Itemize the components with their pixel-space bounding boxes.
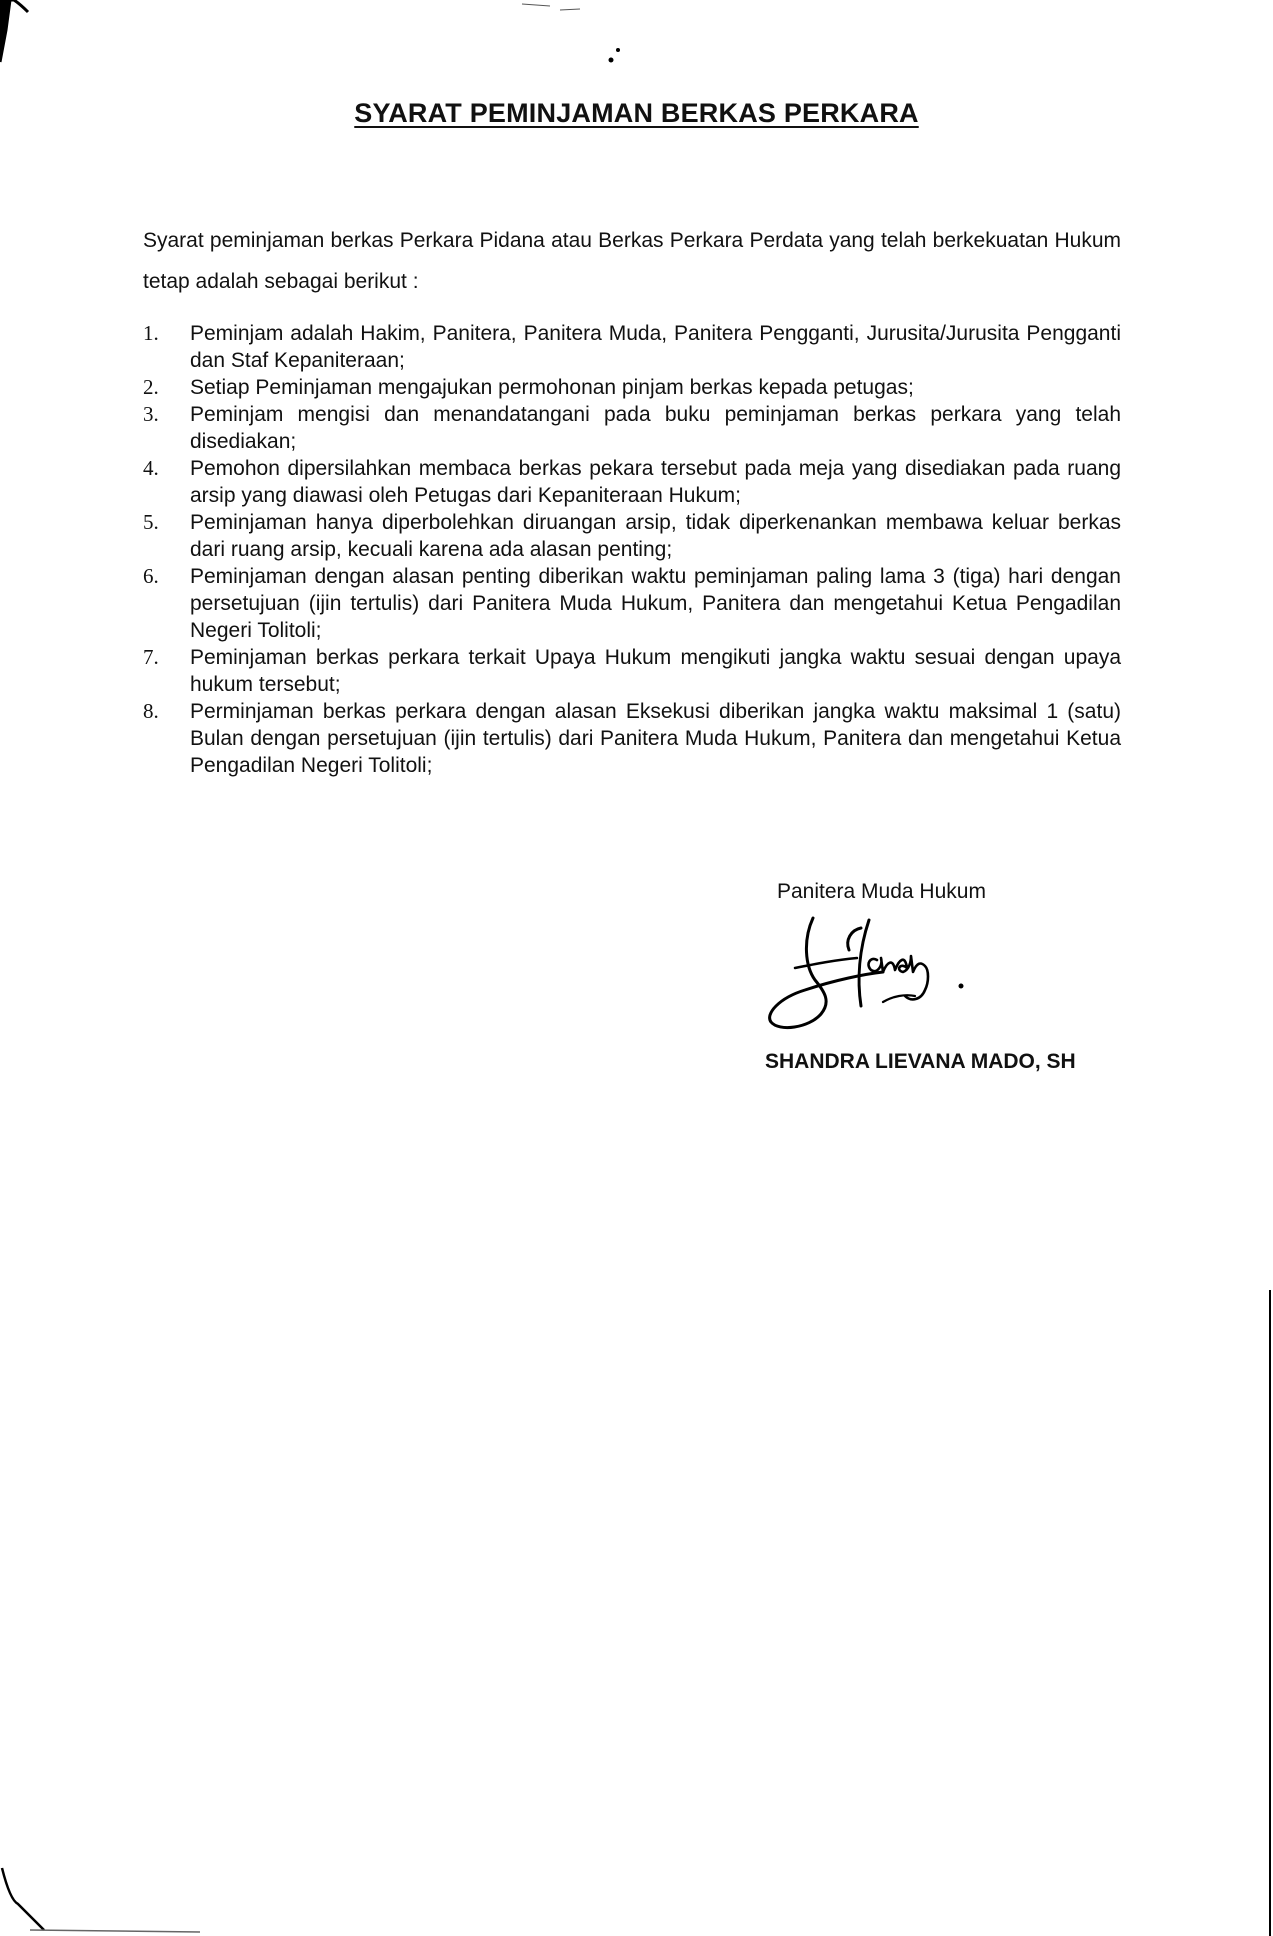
list-item (143, 509, 1121, 563)
list-item (143, 644, 1121, 698)
signatory-name: SHANDRA LIEVANA MADO, SH (765, 1050, 1076, 1073)
signatory-role: Panitera Muda Hukum (777, 880, 986, 903)
list-item (143, 698, 1121, 779)
list-item-number: 1. (143, 321, 159, 345)
scan-corner-mark-top-left (0, 0, 40, 70)
list-item-text: Peminjam mengisi dan menandatangani pada buku peminjaman berkas perkara yang telah disediakan; (190, 403, 1121, 453)
list-item-text: Peminjaman hanya diperbolehkan diruangan arsip, tidak diperkenankan membawa keluar berkas dari ruang arsip, kecuali karena ada alasan penting; (190, 511, 1121, 561)
list-item-text: Peminjaman berkas perkara terkait Upaya Hukum mengikuti jangka waktu sesuai dengan upaya hukum tersebut; (190, 646, 1121, 696)
scan-corner-mark-bottom-left (0, 1860, 200, 1936)
list-item (143, 320, 1121, 374)
scan-dots-top (605, 44, 625, 68)
list-item (143, 374, 1121, 401)
document-title: SYARAT PEMINJAMAN BERKAS PERKARA (354, 98, 919, 128)
list-item-number: 4. (143, 456, 159, 480)
list-item-number: 6. (143, 564, 159, 588)
list-item-number: 3. (143, 402, 159, 426)
list-item-text: Perminjaman berkas perkara dengan alasan Eksekusi diberikan jangka waktu maksimal 1 (satu) Bulan dengan persetujuan (ijin tertulis) dari Panitera Muda Hukum, Panitera dan mengetahui Ketua Pengadilan Negeri Tolitoli; (190, 700, 1121, 777)
list-item-number: 7. (143, 645, 159, 669)
requirements-list (143, 320, 1121, 779)
list-item (143, 455, 1121, 509)
list-item-number: 8. (143, 699, 159, 723)
scan-mark-top-center (520, 0, 600, 20)
handwritten-signature (765, 910, 1005, 1035)
list-item-text: Setiap Peminjaman mengajukan permohonan pinjam berkas kepada petugas; (190, 376, 914, 399)
list-item-number: 5. (143, 510, 159, 534)
scan-edge-line-right (1266, 1290, 1273, 1936)
list-item-text: Pemohon dipersilahkan membaca berkas pekara tersebut pada meja yang disediakan pada ruang arsip yang diawasi oleh Petugas dari Kepaniteraan Hukum; (190, 457, 1121, 507)
list-item-number: 2. (143, 375, 159, 399)
list-item (143, 563, 1121, 644)
list-item-text: Peminjaman dengan alasan penting diberikan waktu peminjaman paling lama 3 (tiga) hari dengan persetujuan (ijin tertulis) dari Panitera Muda Hukum, Panitera dan mengetahui Ketua Pengadilan Negeri Tolitoli; (190, 565, 1121, 642)
list-item-text: Peminjam adalah Hakim, Panitera, Panitera Muda, Panitera Pengganti, Jurusita/Jurusita Pengganti dan Staf Kepaniteraan; (190, 322, 1121, 372)
list-item (143, 401, 1121, 455)
intro-paragraph: Syarat peminjaman berkas Perkara Pidana atau Berkas Perkara Perdata yang telah berkekuatan Hukum tetap adalah sebagai berikut : (143, 229, 1121, 293)
